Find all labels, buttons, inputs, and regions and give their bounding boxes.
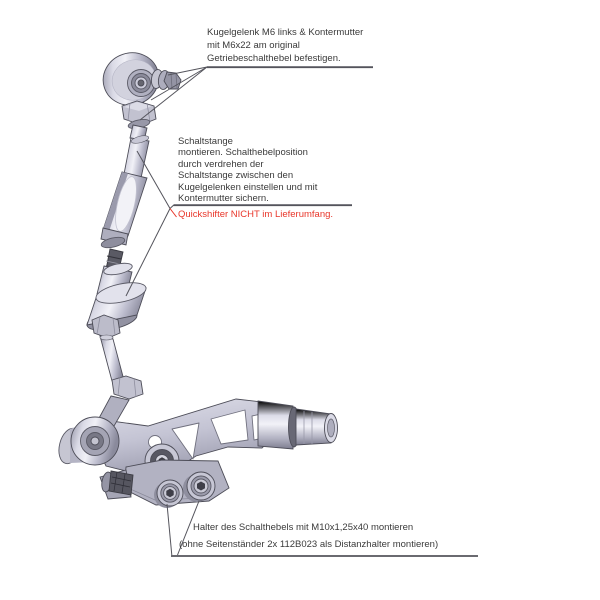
lever-boss	[258, 401, 300, 449]
annotation-line: Schaltstange	[178, 136, 233, 147]
leader-line-red	[170, 209, 177, 218]
annotation-line: montieren. Schalthebelposition	[178, 147, 308, 159]
shift-rod-hex	[100, 172, 147, 250]
annotation-bottom-line1: Halter des Schalthebels mit M10x1,25x40 montieren	[193, 522, 414, 533]
annotation-line: durch verdrehen der	[178, 158, 264, 170]
shift-rod-lower	[100, 335, 125, 384]
annotation-line: Schaltstange zwischen den	[178, 170, 294, 182]
annotation-line: Kugelgelenken einstellen und mit	[178, 181, 318, 193]
annotation-line: Getriebeschalthebel befestigen.	[207, 53, 341, 64]
annotation-line: mit M6x22 am original	[207, 40, 300, 51]
knurled-adjuster	[100, 470, 133, 499]
annotation-bottom-line2: (ohne Seitenständer 2x 112B023 als Distanzhalter montieren)	[179, 539, 439, 550]
bolt-m6x22	[150, 69, 181, 90]
annotation-middle	[178, 136, 317, 204]
annotation-top	[207, 26, 363, 65]
lock-nut-top	[122, 101, 156, 130]
annotation-line: Kugelgelenk M6 links & Kontermutter	[207, 27, 364, 38]
shift-peg	[296, 409, 338, 445]
annotation-warning-red: Quickshifter NICHT im Lieferumfang.	[178, 209, 334, 220]
lock-nut-lower	[112, 376, 143, 399]
annotation-line: Kontermutter sichern.	[178, 192, 269, 204]
